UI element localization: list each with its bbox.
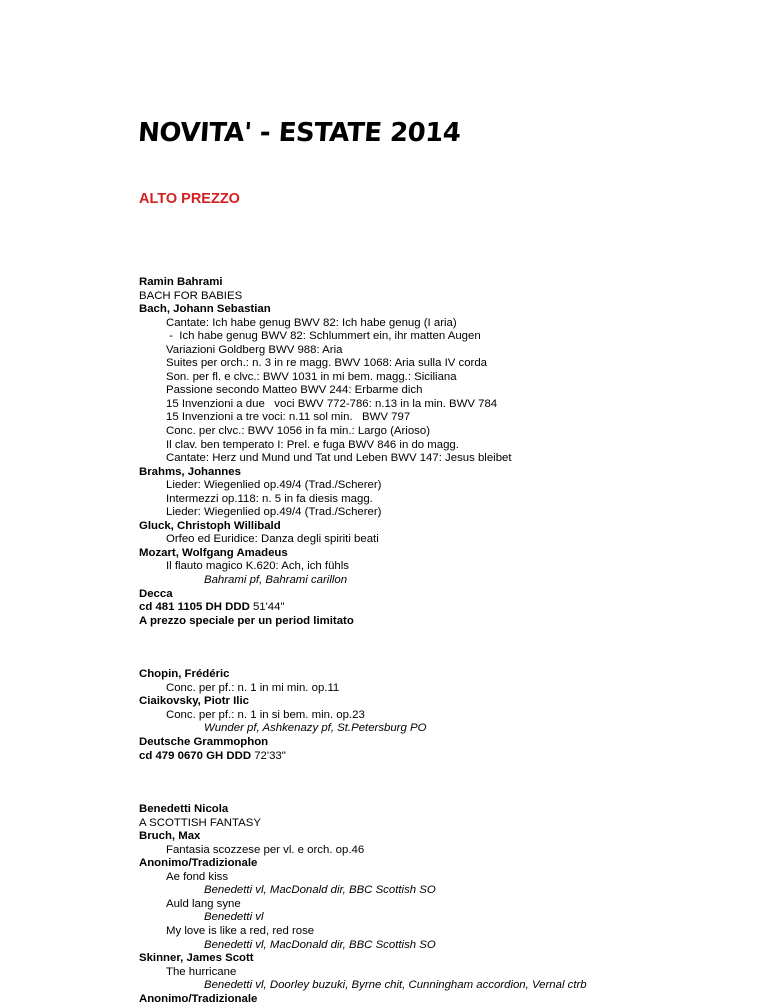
composer: Bach, Johann Sebastian — [139, 303, 271, 316]
composer: Anonimo/Tradizionale — [139, 992, 258, 1005]
catalog-number: cd 481 1105 DH DDD — [139, 601, 250, 614]
duration: 72'33" — [251, 749, 286, 762]
work: The hurricane — [166, 965, 237, 978]
work: Auld lang syne — [166, 897, 241, 910]
performers: Benedetti vl — [204, 911, 264, 924]
artist: Benedetti Nicola — [139, 803, 229, 816]
performers: Benedetti vl, MacDonald dir, BBC Scottish SO — [204, 884, 436, 897]
page-title: NOVITA' - ESTATE 2014 — [136, 118, 462, 148]
composer: Gluck, Christoph Willibald — [139, 519, 281, 532]
work: Ae fond kiss — [166, 870, 229, 883]
artist: Ramin Bahrami — [139, 276, 223, 288]
work: Passione secondo Matteo BWV 244: Erbarme dich — [166, 384, 423, 397]
work: - Ich habe genug BWV 82: Schlummert ein, ihr matten Augen — [166, 330, 481, 343]
work: Il flauto magico K.620: Ach, ich fühls — [166, 560, 349, 573]
spacer — [139, 628, 759, 668]
record-label: Deutsche Grammophon — [139, 735, 269, 748]
composer: Ciaikovsky, Piotr Ilic — [139, 695, 249, 708]
performers: Wunder pf, Ashkenazy pf, St.Petersburg PO — [204, 722, 427, 735]
work: Orfeo ed Euridice: Danza degli spiriti beati — [166, 533, 379, 546]
section-heading: ALTO PREZZO — [139, 191, 240, 207]
spacer — [139, 763, 759, 803]
work: Conc. per clvc.: BWV 1056 in fa min.: Largo (Arioso) — [166, 425, 430, 438]
performers: Benedetti vl, MacDonald dir, BBC Scottish SO — [204, 938, 436, 951]
work: 15 Invenzioni a tre voci: n.11 sol min. BWV 797 — [166, 411, 411, 424]
work: Variazioni Goldberg BWV 988: Aria — [166, 343, 343, 356]
composer: Skinner, James Scott — [139, 952, 254, 965]
performers: Bahrami pf, Bahrami carillon — [204, 574, 348, 587]
album-title: BACH FOR BABIES — [139, 289, 243, 302]
catalog-entry — [139, 668, 759, 763]
work: Cantate: Ich habe genug BWV 82: Ich habe genug (I aria) — [166, 316, 457, 329]
catalog-number: cd 479 0670 GH DDD — [139, 749, 252, 762]
work: Suites per orch.: n. 3 in re magg. BWV 1068: Aria sulla IV corda — [166, 357, 487, 370]
work: My love is like a red, red rose — [166, 924, 315, 937]
catalog-line — [139, 750, 759, 764]
work: Fantasia scozzese per vl. e orch. op.46 — [166, 843, 365, 856]
duration: 51'44" — [249, 601, 285, 614]
price-note: A prezzo speciale per un period limitato — [139, 614, 354, 627]
catalog-entry — [139, 276, 759, 628]
album-title: A SCOTTISH FANTASY — [139, 816, 261, 829]
work: 15 Invenzioni a due voci BWV 772-786: n.13 in la min. BWV 784 — [166, 397, 498, 410]
work: Conc. per pf.: n. 1 in mi min. op.11 — [166, 681, 340, 694]
work: Intermezzi op.118: n. 5 in fa diesis magg. — [166, 492, 373, 505]
work: Lieder: Wiegenlied op.49/4 (Trad./Scherer) — [166, 506, 382, 519]
composer: Anonimo/Tradizionale — [139, 857, 258, 870]
work: Il clav. ben temperato I: Prel. e fuga BWV 846 in do magg. — [166, 438, 459, 451]
composer: Mozart, Wolfgang Amadeus — [139, 546, 288, 559]
work: Conc. per pf.: n. 1 in si bem. min. op.23 — [166, 708, 365, 721]
performers: Benedetti vl, Doorley buzuki, Byrne chit, Cunningham accordion, Vernal ctrb — [204, 979, 587, 992]
work: Son. per fl. e clvc.: BWV 1031 in mi bem. magg.: Siciliana — [166, 370, 457, 383]
work: Lieder: Wiegenlied op.49/4 (Trad./Scherer) — [166, 479, 382, 492]
catalog-body — [139, 276, 759, 1006]
composer: Chopin, Frédéric — [139, 668, 230, 681]
catalog-entry — [139, 803, 759, 1006]
record-label: Decca — [139, 587, 173, 600]
catalog-line — [139, 601, 759, 615]
composer: Bruch, Max — [139, 830, 201, 843]
composer: Brahms, Johannes — [139, 465, 241, 478]
work: Cantate: Herz und Mund und Tat und Leben BWV 147: Jesus bleibet — [166, 452, 512, 465]
